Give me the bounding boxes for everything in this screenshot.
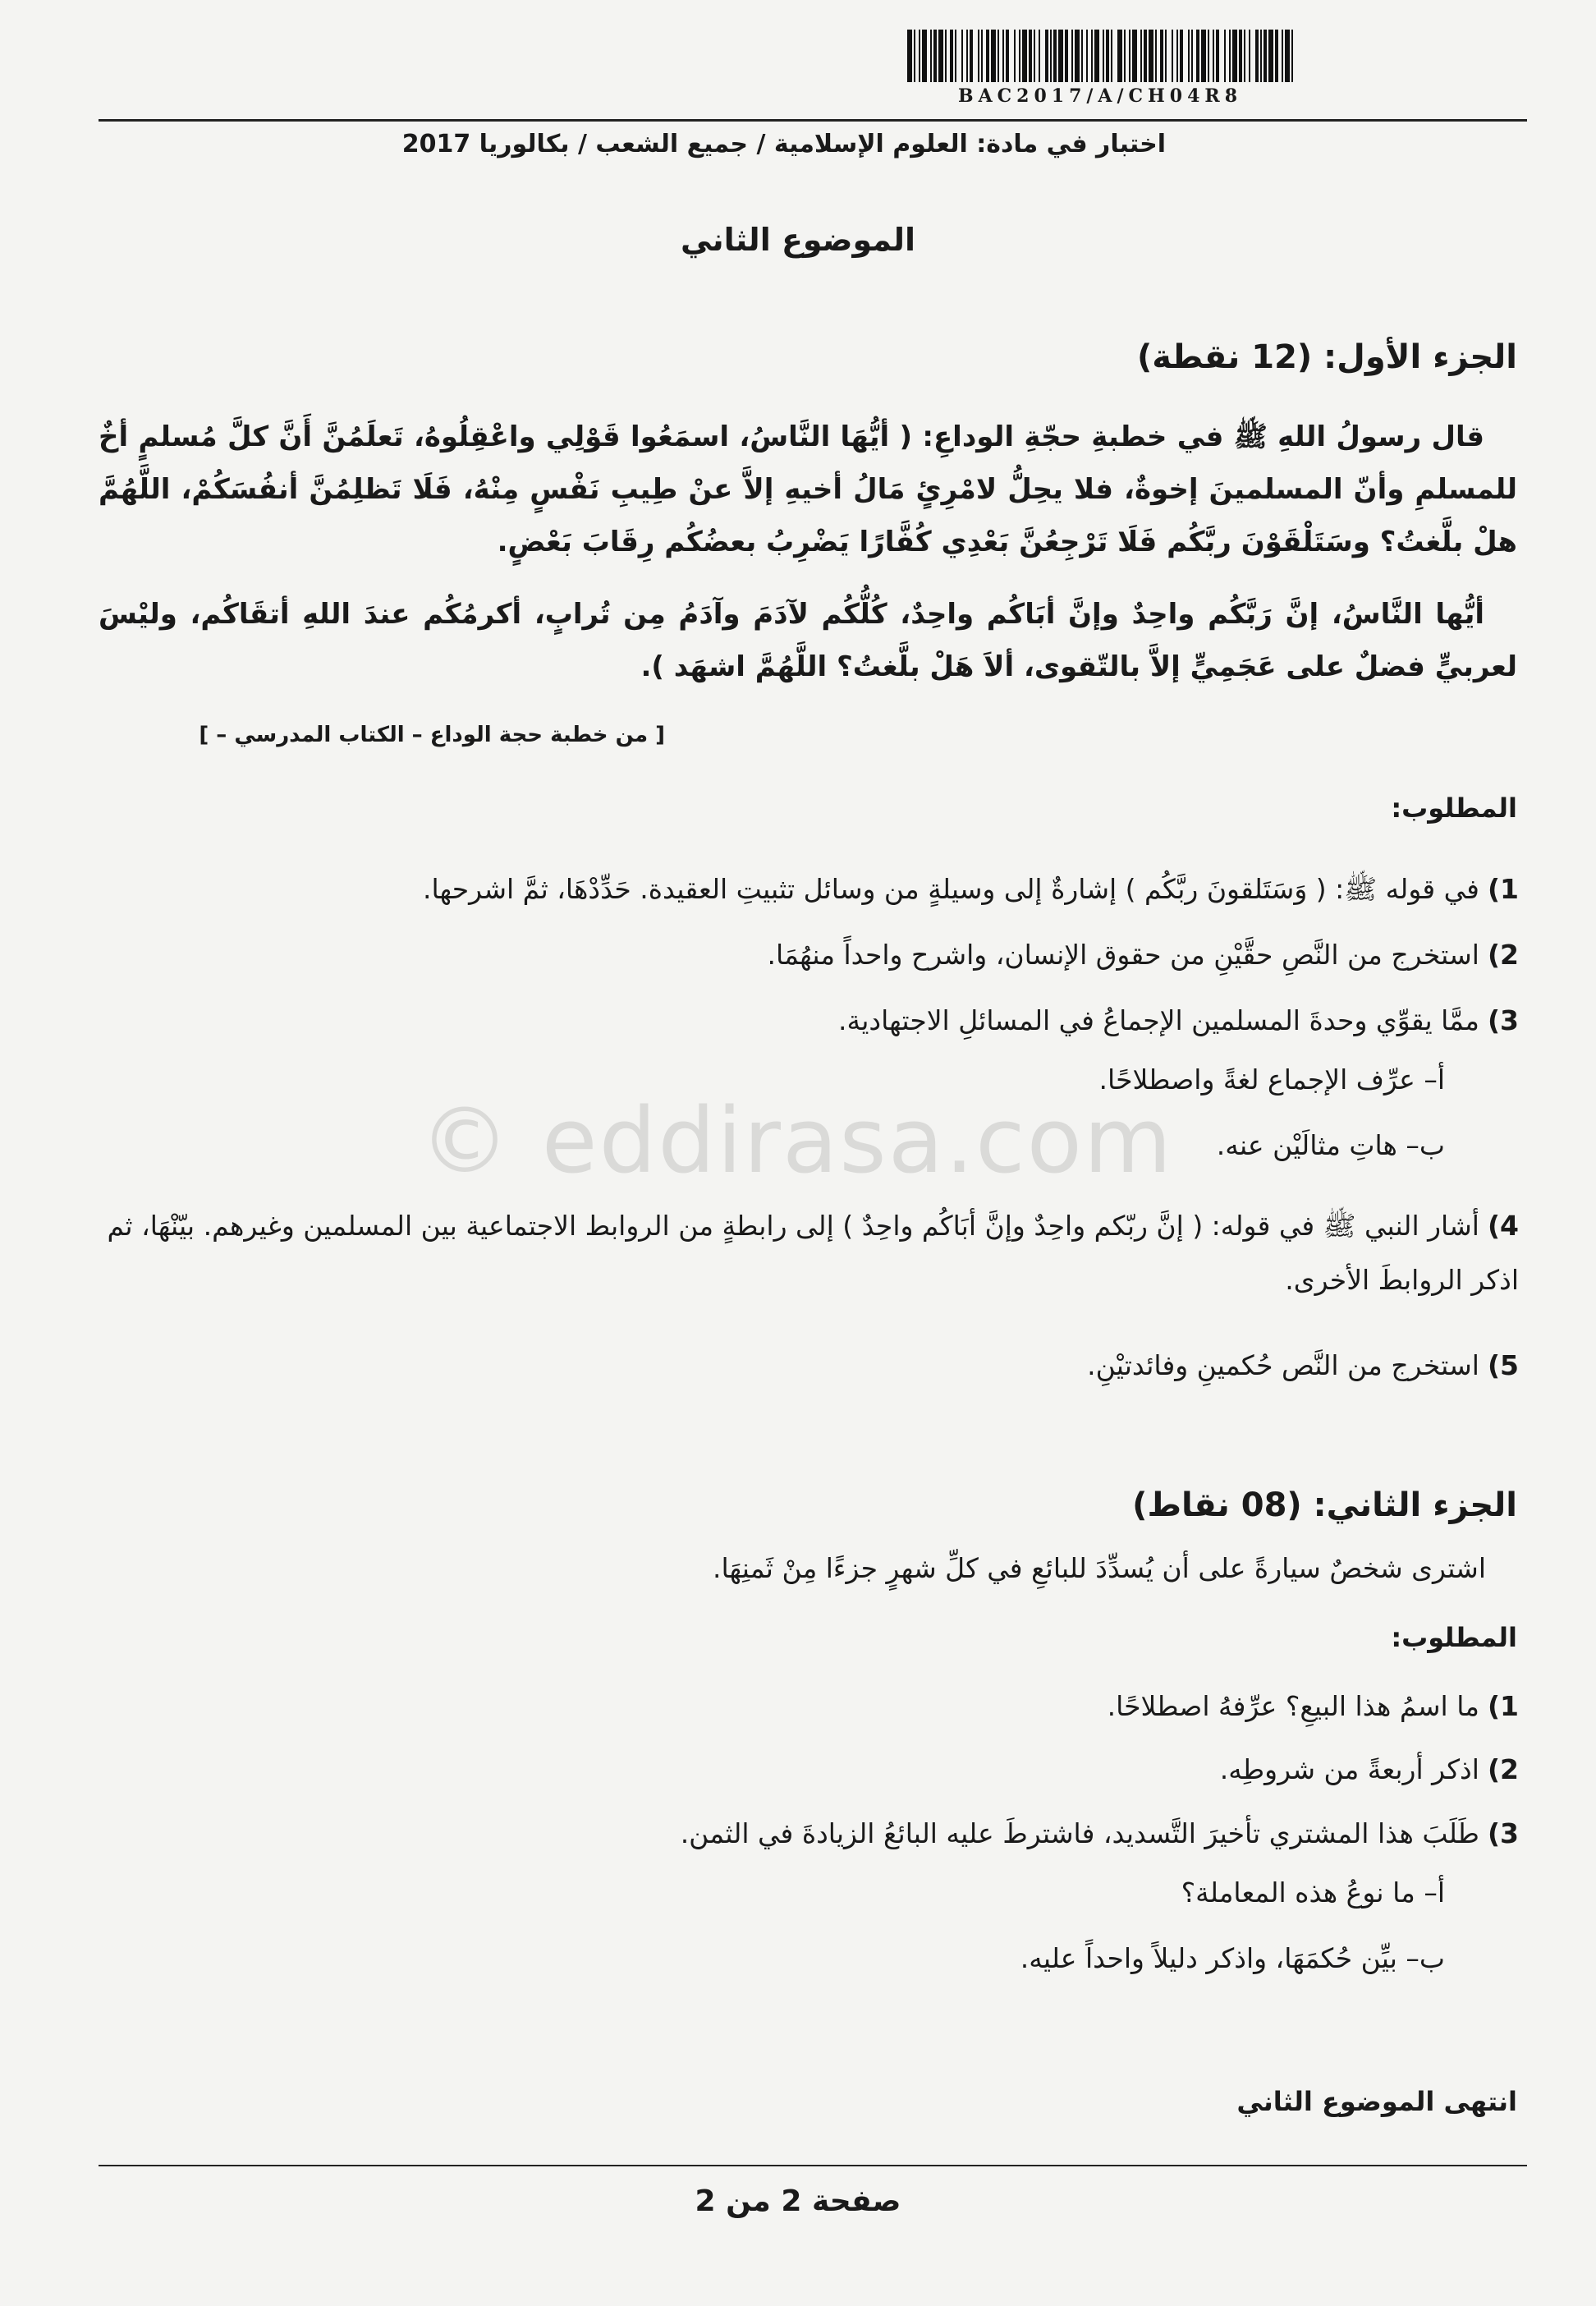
part2-heading: الجزء الثاني: (08 نقاط) (1132, 1486, 1517, 1524)
question-number: 3) (1487, 1004, 1519, 1036)
part2-question-2 (82, 1743, 1519, 1797)
question-text: استخرج من النَّص حُكمينِ وفائدتيْنِ. (1087, 1349, 1479, 1381)
part1-required-label: المطلوب: (1391, 792, 1517, 824)
footer-divider (99, 2165, 1527, 2166)
part1-q3-sub-b: ب– هاتِ مثالَيْن عنه. (1216, 1129, 1445, 1161)
part1-q3-sub-a: أ– عرِّف الإجماع لغةً واصطلاحًا. (1098, 1063, 1445, 1096)
barcode-code: BAC2017/A/CH04R8 (957, 85, 1243, 107)
part2-q3-sub-a: أ– ما نوعُ هذه المعاملة؟ (1181, 1876, 1445, 1909)
passage-source: [ من خطبة حجة الوداع – الكتاب المدرسي – ] (199, 723, 665, 747)
part1-question-5 (82, 1339, 1519, 1393)
part2-required-label: المطلوب: (1391, 1622, 1517, 1653)
question-text: استخرج من النَّصِ حقَّيْنِ من حقوق الإنسان، واشرح واحداً منهُمَا. (767, 939, 1479, 971)
header-divider (99, 119, 1527, 122)
question-text: أشار النبي ﷺ في قوله: ( إنَّ ربّكم واحِدٌ وإنَّ أبَاكُم واحِدٌ ) إلى رابطةٍ من الروابط الاجتماعية بين المسلمين وغيرهم. بيّنْهَا، ثم اذكر الروابطَ الأخرى. (107, 1210, 1519, 1296)
part2-scenario: اشترى شخصٌ سيارةً على أن يُسدِّدَ للبائعِ في كلِّ شهرٍ جزءًا مِنْ ثَمنِهَا. (713, 1552, 1486, 1584)
part1-heading: الجزء الأول: (12 نقطة) (1136, 338, 1517, 376)
part2-q3-sub-b: ب– بيِّن حُكمَهَا، واذكر دليلاً واحداً عليه. (1020, 1942, 1445, 1974)
part1-question-4 (82, 1199, 1519, 1307)
question-text: طَلَبَ هذا المشتري تأخيرَ التَّسديد، فاشترطَ عليه البائعُ الزيادةَ في الثمن. (680, 1817, 1479, 1849)
question-text: في قوله ﷺ: ( وَسَتَلقونَ ربَّكُم ) إشارةٌ إلى وسيلةٍ من وسائل تثبيتِ العقيدة. حَدِّدْهَا، ثمَّ اشرحها. (422, 873, 1479, 905)
subject-title: الموضوع الثاني (680, 222, 916, 258)
passage-paragraph-2: أيُّها النَّاسُ، إنَّ رَبَّكُم واحِدٌ وإنَّ أبَاكُم واحِدٌ، كُلُّكُم لآدَمَ وآدَمُ مِن تُرابٍ، أكرمُكُم عندَ اللهِ أتقَاكُم، وليْسَ لعربيٍّ فضلٌ على عَجَمِيٍّ إلاَّ بالتّقوى، ألاَ هَلْ بلَّغتُ؟ اللَّهُمَّ اشهَد ). (99, 598, 1517, 683)
question-text: ما اسمُ هذا البيعِ؟ عرِّفهُ اصطلاحًا. (1107, 1690, 1479, 1722)
part1-question-3 (82, 994, 1519, 1048)
question-number: 1) (1487, 1690, 1519, 1722)
hadith-passage (99, 411, 1517, 693)
question-text: اذكر أربعةً من شروطِه. (1219, 1753, 1479, 1785)
question-number: 1) (1487, 873, 1519, 905)
question-number: 4) (1487, 1210, 1519, 1242)
part2-question-1 (82, 1679, 1519, 1734)
question-number: 2) (1487, 939, 1519, 971)
question-number: 5) (1487, 1349, 1519, 1381)
passage-paragraph-1: قال رسولُ اللهِ ﷺ في خطبةِ حجّةِ الوداعِ: ( أيُّهَا النَّاسُ، اسمَعُوا قَوْلِي واعْقِلُوهُ، تَعلَمُنَّ أَنَّ كلَّ مُسلمٍ أخٌ للمسلمِ وأنّ المسلمينَ إخوةٌ، فلا يحِلُّ لامْرِئٍ مَالُ أخيهِ إلاَّ عنْ طِيبِ نَفْسٍ مِنْهُ، فَلَا تَظلِمُنَّ أنفُسَكُمْ، اللَّهُمَّ هلْ بلَّغتُ؟ وسَتَلْقَوْنَ ربَّكُم فَلَا تَرْجِعُنَّ بَعْدِي كُفَّارًا يَضْرِبُ بعضُكُم رِقَابَ بَعْضٍ. (99, 420, 1517, 558)
watermark: © eddirasa.com (419, 1088, 1174, 1193)
part2-question-3 (82, 1807, 1519, 1861)
part1-question-1 (82, 862, 1519, 916)
question-number: 2) (1487, 1753, 1519, 1785)
part1-question-2 (82, 928, 1519, 982)
question-text: ممَّا يقوِّي وحدةَ المسلمين الإجماعُ في المسائلِ الاجتهادية. (838, 1004, 1479, 1036)
barcode-bars (907, 30, 1293, 82)
end-note: انتهى الموضوع الثاني (1236, 2086, 1517, 2117)
exam-header: اختبار في مادة: العلوم الإسلامية / جميع الشعب / بكالوريا 2017 (401, 130, 1166, 158)
barcode (907, 30, 1293, 112)
page-number: صفحة 2 من 2 (695, 2184, 901, 2218)
question-number: 3) (1487, 1817, 1519, 1849)
